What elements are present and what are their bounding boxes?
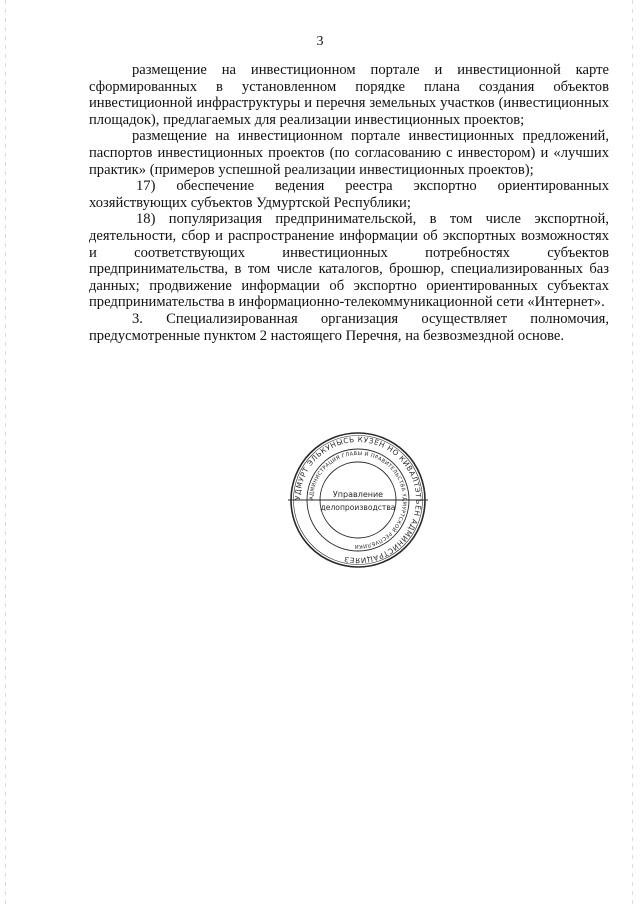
document-body bbox=[89, 62, 609, 344]
paragraph-portal-placement: размещение на инвестиционном портале и инвестиционной карте сформированных в установленном порядке плана создания объектов инвестиционной инфраструктуры и перечня земельных участков (инвестиционных площадок), предлагаемых для реализации инвестиционных проектов; bbox=[89, 62, 609, 128]
seal-center-line-1: Управление bbox=[332, 490, 384, 499]
seal-center-line-2: делопроизводства bbox=[320, 503, 396, 512]
seal-outer-text: УДМУРТ ЭЛЬКУНЫСЬ КУЗЁН НО КИВАЛТЭТЪЁН АДМИНИСТРАЦИЯЕЗ bbox=[292, 434, 424, 566]
official-seal bbox=[288, 430, 428, 570]
seal-inner-text: АДМИНИСТРАЦИЯ ГЛАВЫ И ПРАВИТЕЛЬСТВА УДМУРТСКОЙ РЕСПУБЛИКИ bbox=[308, 450, 408, 550]
paragraph-clause-3: 3. Специализированная организация осуществляет полномочия, предусмотренные пунктом 2 настоящего Перечня, на безвозмездной основе. bbox=[89, 310, 609, 344]
scan-edge-right bbox=[632, 0, 633, 905]
scan-edge-left bbox=[5, 0, 6, 905]
paragraph-item-17: 17) обеспечение ведения реестра экспортно ориентированных хозяйствующих субъектов Удмуртской Республики; bbox=[89, 178, 609, 211]
paragraph-investment-proposals: размещение на инвестиционном портале инвестиционных предложений, паспортов инвестиционных проектов (по согласованию с инвестором) и «лучших практик» (примеров успешной реализации инвестиционных проектов); bbox=[89, 128, 609, 178]
page-number: 3 bbox=[316, 34, 324, 49]
paragraph-item-18: 18) популяризация предпринимательской, в том числе экспортной, деятельности, сбор и распространение информации об экспортных возможностях и соответствующих инвестиционных потребностях субъектов предпринимательства, в том числе каталогов, брошюр, специализированных баз данных; продвижение информации об экспортно ориентированных субъектах предпринимательства в информационно-телекоммуникационной сети «Интернет». bbox=[89, 211, 609, 311]
